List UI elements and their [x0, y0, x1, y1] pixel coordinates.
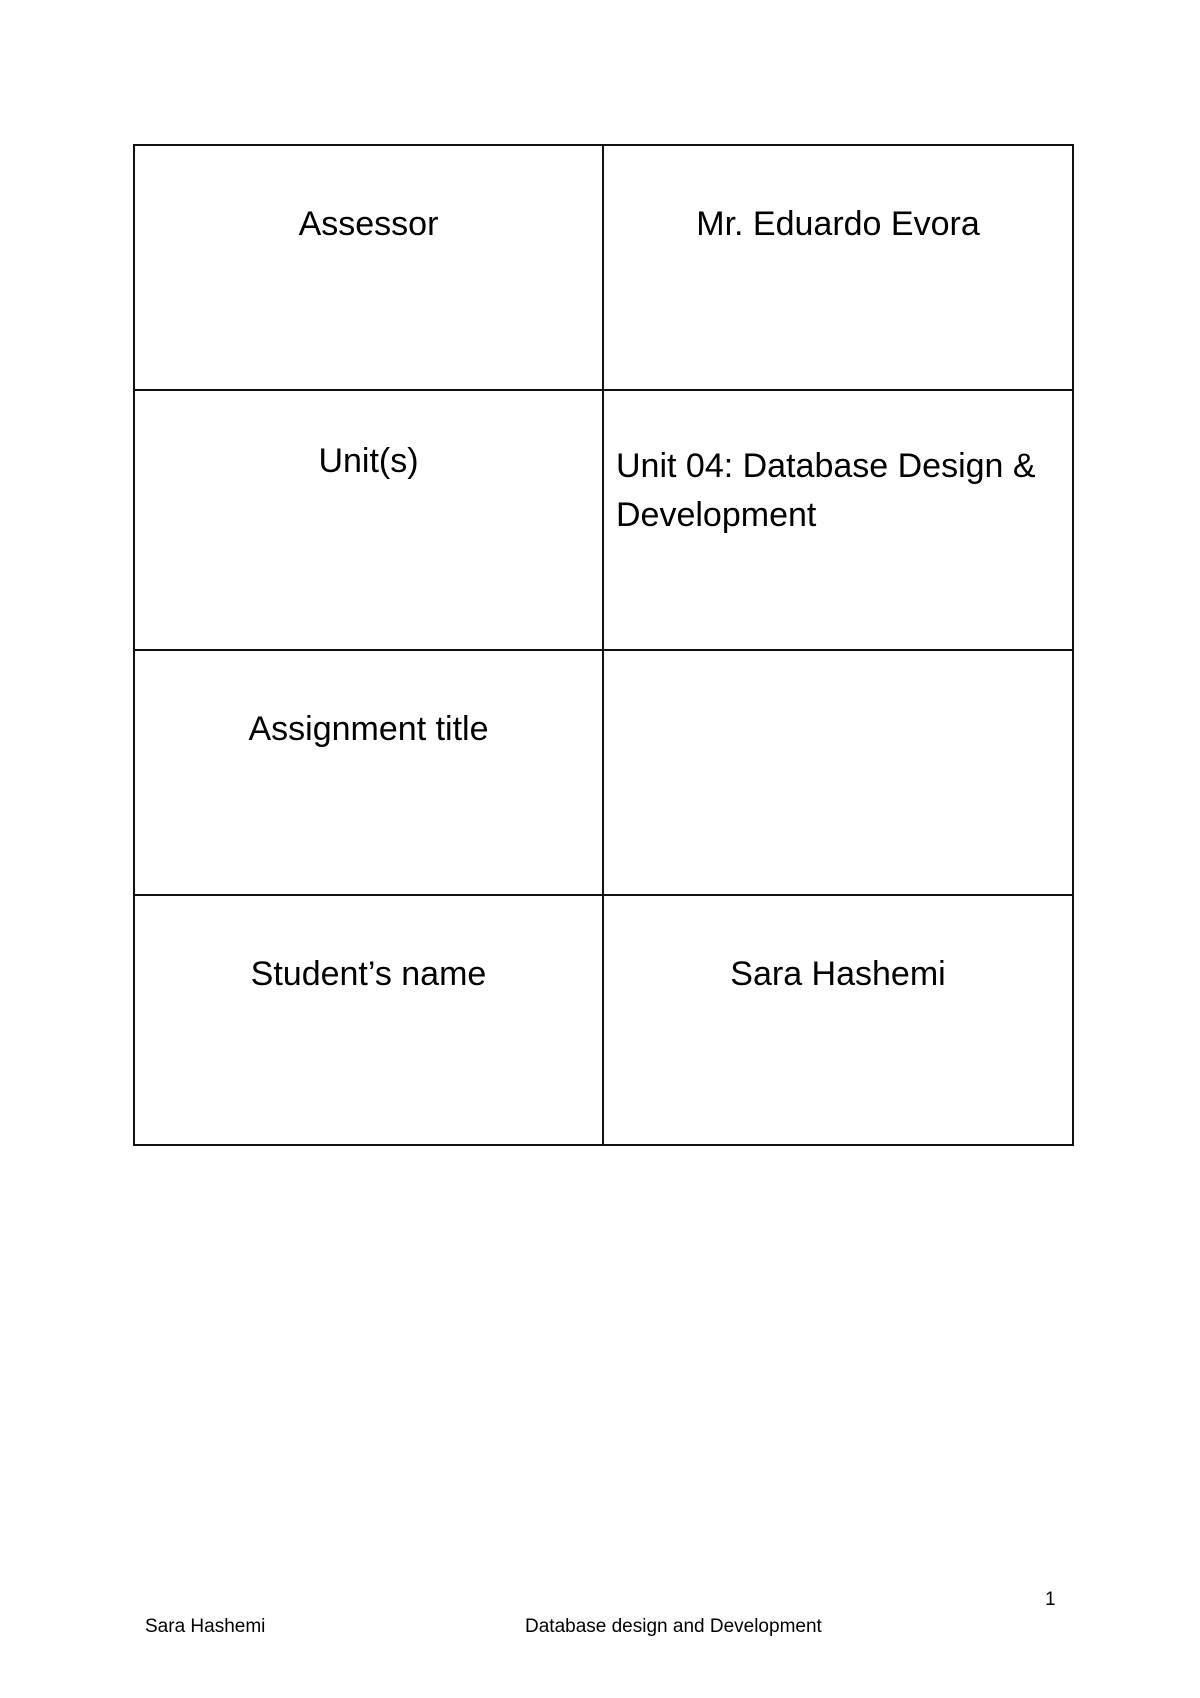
assessor-label: Assessor	[134, 145, 603, 390]
assignment-title-value	[603, 650, 1073, 895]
footer-title: Database design and Development	[525, 1616, 822, 1637]
cover-info-table	[133, 144, 1074, 1146]
table-row-assignment-title	[134, 650, 1073, 895]
units-label: Unit(s)	[134, 390, 603, 650]
assessor-value: Mr. Eduardo Evora	[603, 145, 1073, 390]
student-name-label: Student’s name	[134, 895, 603, 1145]
student-name-value: Sara Hashemi	[603, 895, 1073, 1145]
table-row-student-name	[134, 895, 1073, 1145]
table-row-assessor	[134, 145, 1073, 390]
footer-author: Sara Hashemi	[145, 1616, 266, 1637]
assignment-title-label: Assignment title	[134, 650, 603, 895]
page-number: 1	[1045, 1589, 1056, 1610]
table-row-units	[134, 390, 1073, 650]
units-value: Unit 04: Database Design & Development	[603, 390, 1073, 650]
